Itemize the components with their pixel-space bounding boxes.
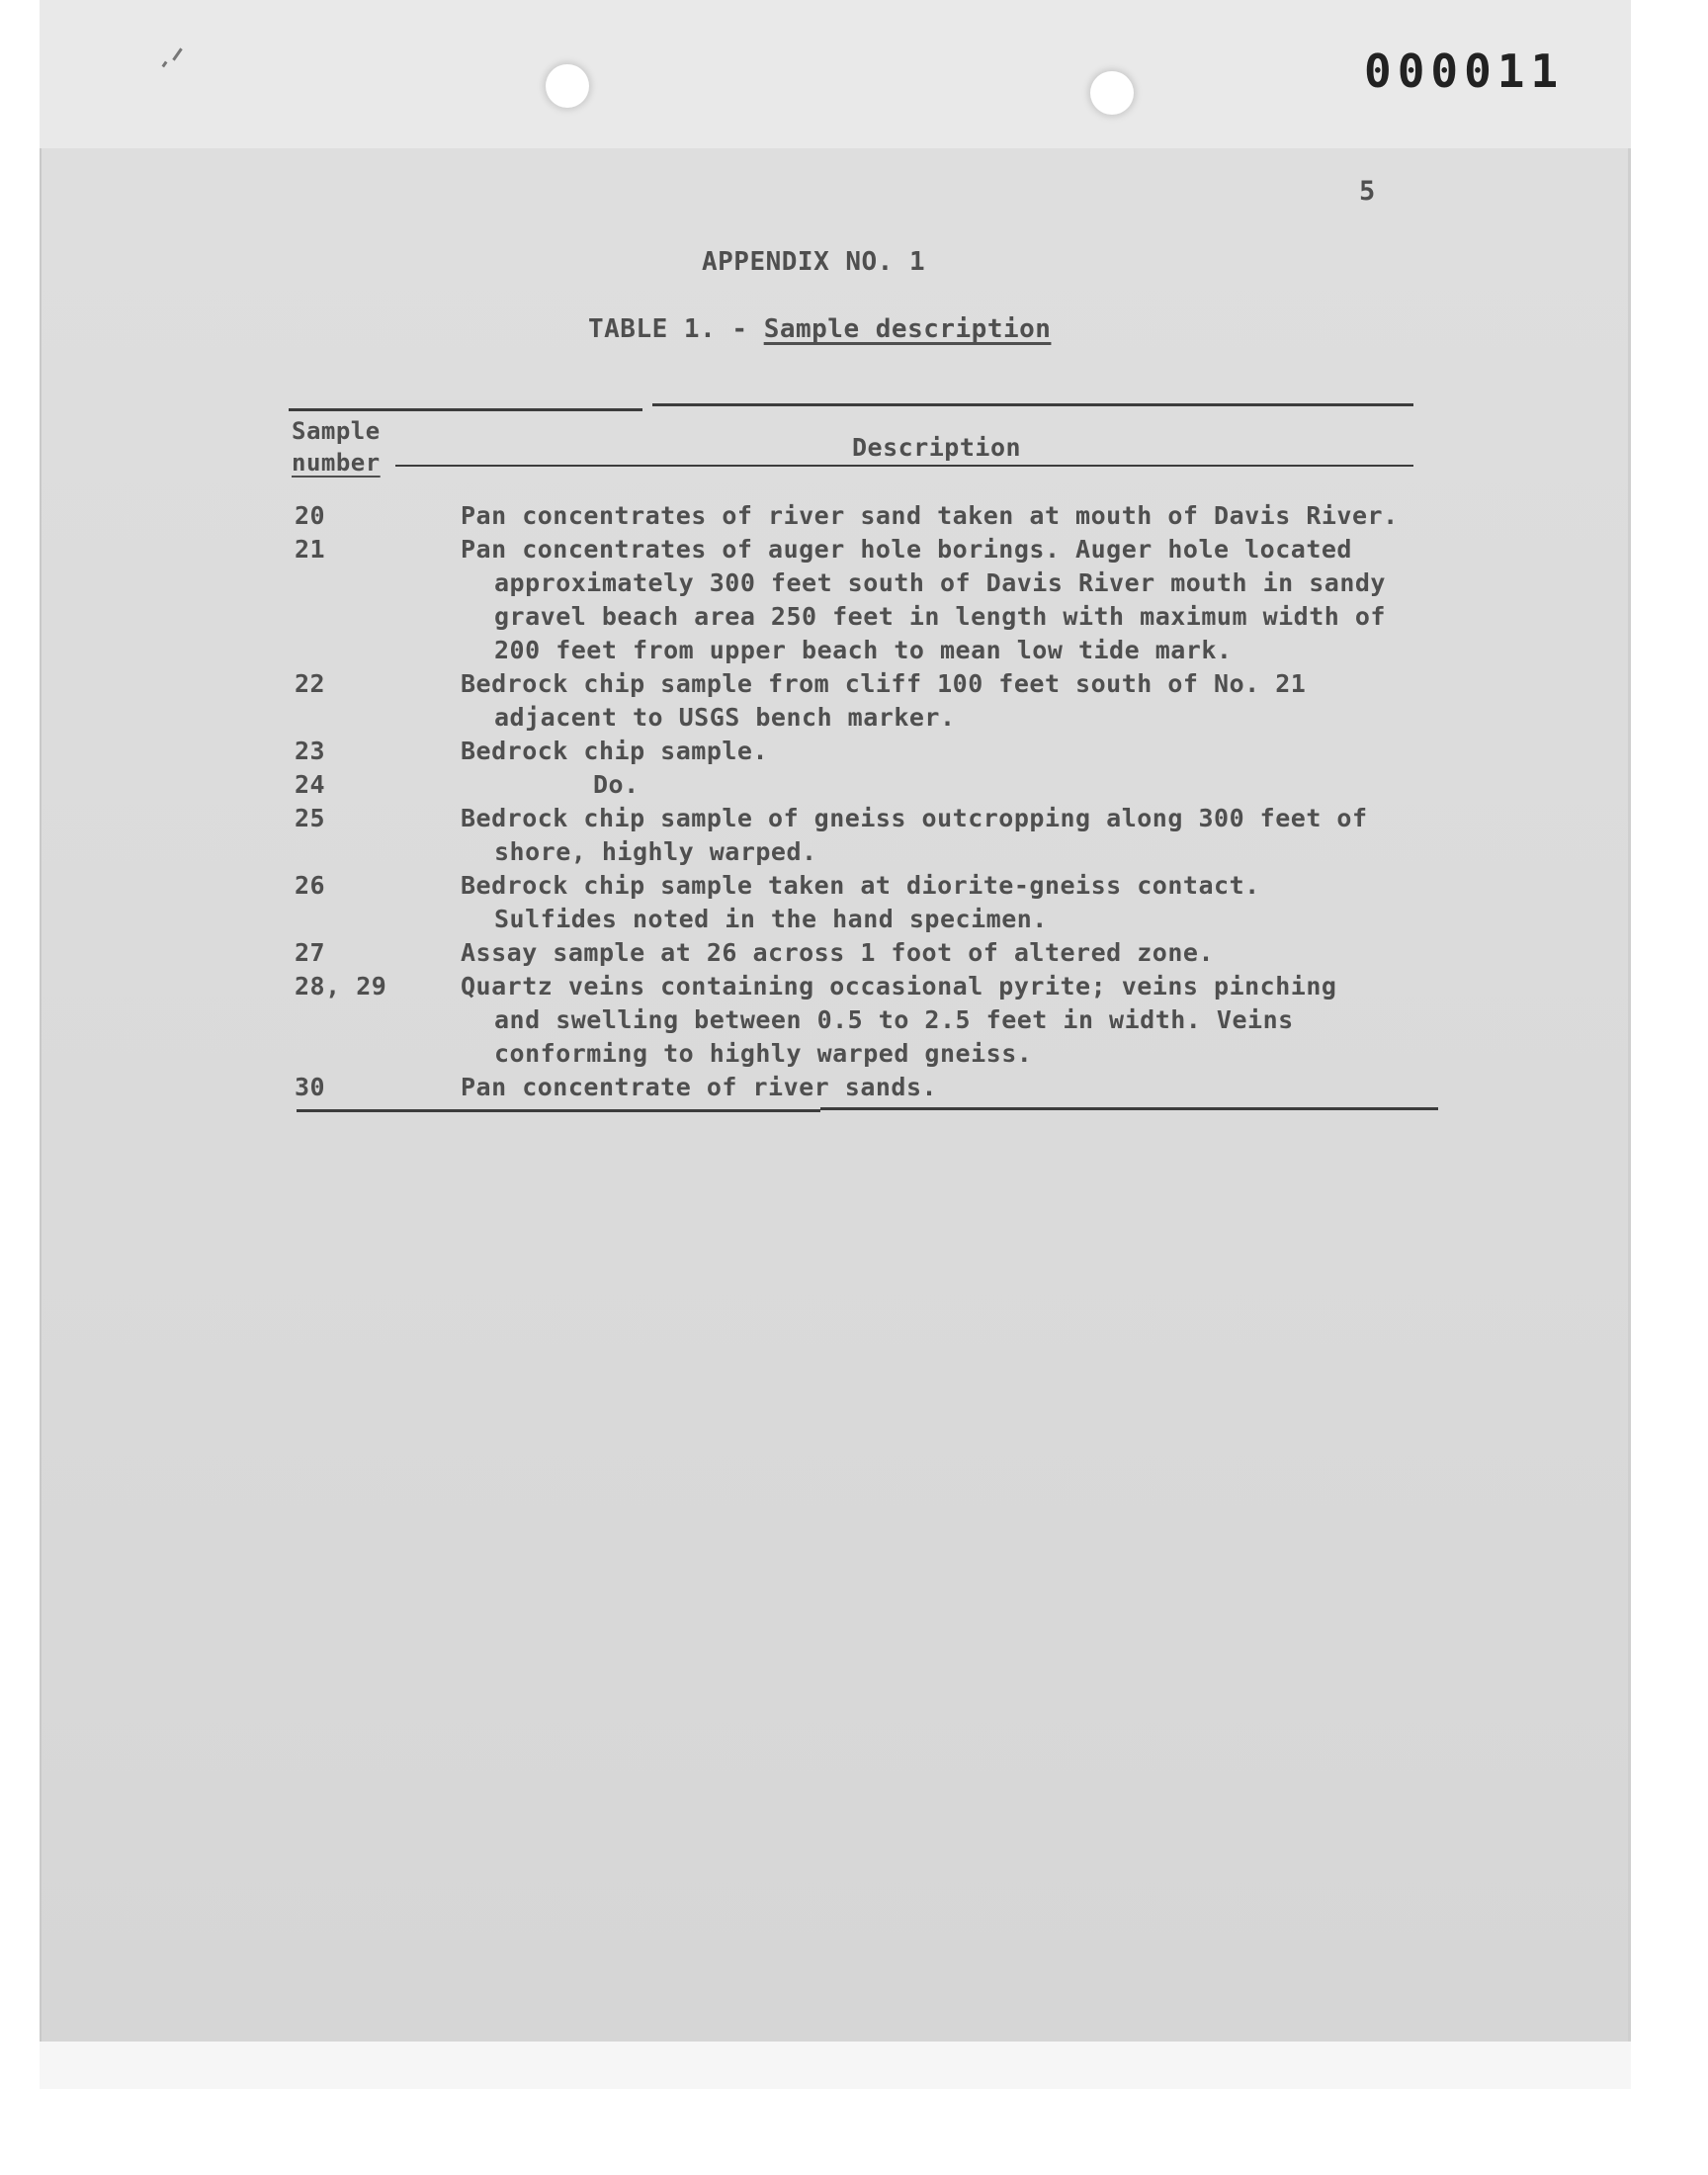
column-header-sample-line1: Sample [292, 417, 381, 445]
table-row [295, 499, 1481, 533]
description-line: Quartz veins containing occasional pyrite; veins pinching [461, 972, 1337, 1000]
table-top-rule-left [289, 408, 642, 411]
table-row [295, 768, 1481, 802]
sample-number-cell: 26 [295, 871, 326, 900]
description-cell [461, 869, 1481, 936]
sample-number-cell: 27 [295, 938, 326, 967]
table-row [295, 936, 1481, 970]
appendix-title: APPENDIX NO. 1 [702, 247, 926, 277]
description-cell [461, 499, 1481, 533]
page-number: 5 [1359, 176, 1376, 207]
sample-number-cell: 30 [295, 1073, 326, 1101]
table-row [295, 533, 1481, 667]
column-header-sample-number [292, 415, 381, 478]
table-title-prefix: TABLE 1. - [588, 314, 764, 344]
description-cell [461, 533, 1481, 667]
description-line: and swelling between 0.5 to 2.5 feet in width. Veins [494, 1005, 1294, 1034]
description-line: Bedrock chip sample from cliff 100 feet south of No. 21 [461, 669, 1307, 698]
table-row [295, 802, 1481, 869]
sample-number-cell: 24 [295, 770, 326, 799]
table-title-main: Sample description [763, 314, 1052, 344]
description-line: adjacent to USGS bench marker. [494, 703, 956, 732]
table-row [295, 970, 1481, 1071]
description-line: Sulfides noted in the hand specimen. [494, 905, 1048, 933]
description-cell [461, 735, 1481, 768]
description-line: Bedrock chip sample of gneiss outcropping along 300 feet of [461, 804, 1368, 832]
scan-bottom-strip [40, 2042, 1631, 2089]
description-line: Assay sample at 26 across 1 foot of altered zone. [461, 938, 1215, 967]
description-line: 200 feet from upper beach to mean low tide mark. [494, 636, 1233, 664]
table-top-rule-right [652, 403, 1413, 406]
description-line: gravel beach area 250 feet in length with maximum width of [494, 602, 1386, 631]
sample-number-cell: 25 [295, 804, 326, 832]
column-header-sample-line2: number [292, 449, 381, 477]
sample-number-cell: 22 [295, 669, 326, 698]
table-body [295, 499, 1481, 1104]
description-cell [461, 768, 1481, 802]
table-row [295, 667, 1481, 735]
description-line: approximately 300 feet south of Davis River mouth in sandy [494, 568, 1386, 597]
sample-number-cell: 23 [295, 737, 326, 765]
description-line: shore, highly warped. [494, 837, 817, 866]
punch-hole-right [1090, 71, 1134, 115]
description-cell [461, 1071, 1481, 1104]
sample-number-cell: 28, 29 [295, 972, 387, 1000]
description-cell [461, 936, 1481, 970]
table-row [295, 869, 1481, 936]
table-row [295, 735, 1481, 768]
description-line: Pan concentrate of river sands. [461, 1073, 938, 1101]
table-bottom-rule-right [820, 1107, 1438, 1110]
description-line: Bedrock chip sample. [461, 737, 769, 765]
description-cell [461, 802, 1481, 869]
description-line: Pan concentrates of auger hole borings. Auger hole located [461, 535, 1352, 564]
description-cell [461, 667, 1481, 735]
column-header-description: Description [852, 433, 1022, 462]
table-bottom-rule-left [297, 1109, 820, 1112]
description-line: conforming to highly warped gneiss. [494, 1039, 1033, 1068]
document-stamp-number: 000011 [1364, 44, 1565, 98]
description-line: Pan concentrates of river sand taken at mouth of Davis River. [461, 501, 1399, 530]
description-cell [461, 970, 1481, 1071]
description-line: Do. [593, 770, 640, 799]
description-line: Bedrock chip sample taken at diorite-gneiss contact. [461, 871, 1260, 900]
sample-number-cell: 21 [295, 535, 326, 564]
header-rule [395, 465, 1413, 467]
table-row [295, 1071, 1481, 1104]
punch-hole-left [546, 64, 589, 108]
sample-number-cell: 20 [295, 501, 326, 530]
table-title [588, 314, 1051, 344]
